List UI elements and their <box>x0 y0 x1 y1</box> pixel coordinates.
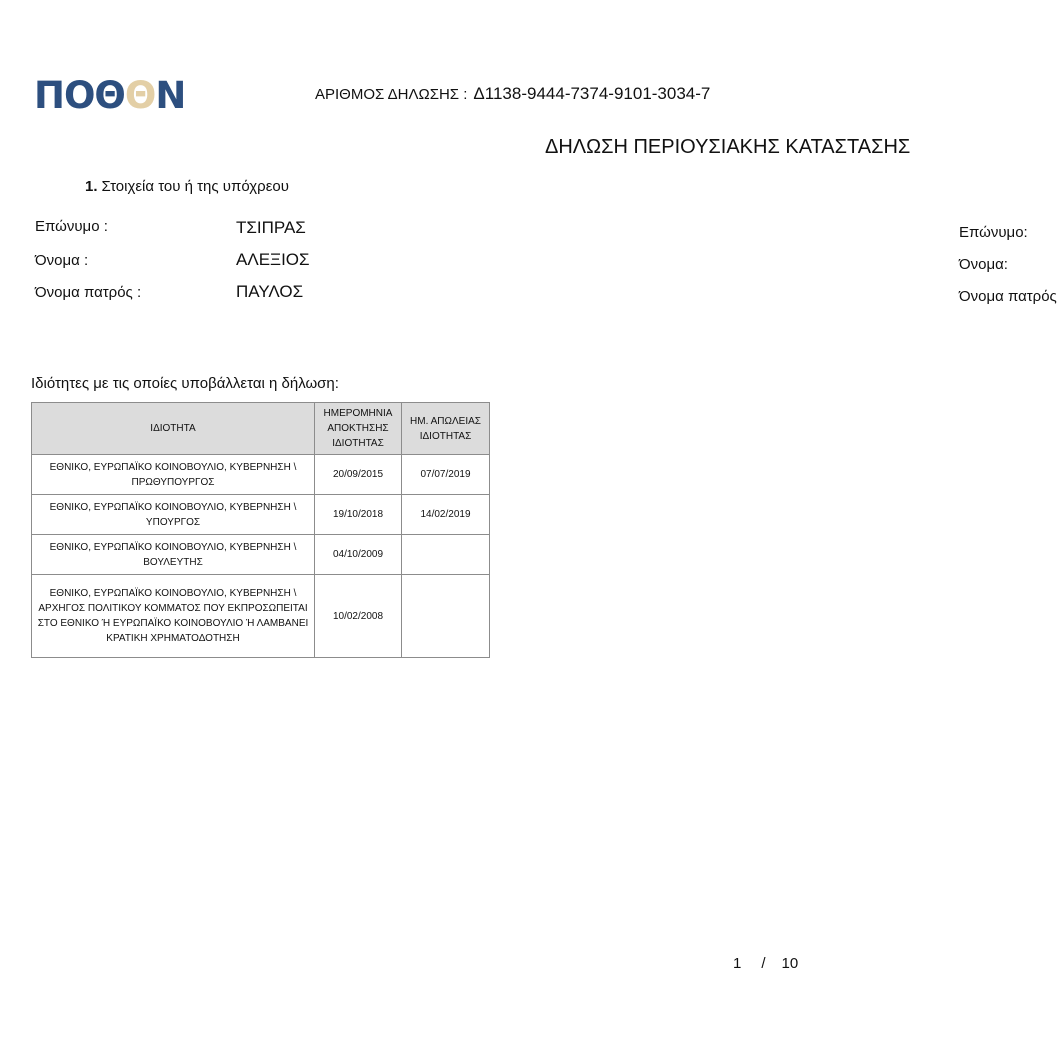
section-number: 1. <box>85 178 98 195</box>
table-row <box>32 575 490 658</box>
page-separator: / <box>761 955 766 972</box>
acquired-date-cell: 19/10/2018 <box>315 495 402 535</box>
role-cell: ΕΘΝΙΚΟ, ΕΥΡΩΠΑΪΚΟ ΚΟΙΝΟΒΟΥΛΙΟ, ΚΥΒΕΡΝΗΣΗ \ ΑΡΧΗΓΟΣ ΠΟΛΙΤΙΚΟΥ ΚΟΜΜΑΤΟΣ ΠΟΥ ΕΚΠΡΟΣΩΠΕΙΤΑΙ ΣΤΟ ΕΘΝΙΚΟ Ή ΕΥΡΩΠΑΪΚΟ ΚΟΙΝΟΒΟΥΛΙΟ Ή ΛΑΜΒΑΝΕΙ ΚΡΑΤΙΚΗ ΧΡΗΜΑΤΟΔΟΤΗΣΗ <box>32 575 315 658</box>
lost-date-cell <box>402 535 490 575</box>
father-name-label: Όνομα πατρός : <box>35 284 142 301</box>
logo-text-part1: ΠΟΘ <box>34 74 125 117</box>
document-title: ΔΗΛΩΣΗ ΠΕΡΙΟΥΣΙΑΚΗΣ ΚΑΤΑΣΤΑΣΗΣ <box>545 136 911 158</box>
header-role: ΙΔΙΟΤΗΤΑ <box>32 403 315 455</box>
page-indicator <box>733 955 798 972</box>
first-name-value: ΑΛΕΞΙΟΣ <box>236 250 310 269</box>
section-1-title <box>85 178 289 195</box>
lost-date-cell: 07/07/2019 <box>402 455 490 495</box>
table-header-row <box>32 403 490 455</box>
right-surname-label: Επώνυμο: <box>959 224 1028 241</box>
acquired-date-cell: 10/02/2008 <box>315 575 402 658</box>
right-father-name-label: Όνομα πατρός <box>959 288 1057 305</box>
role-cell: ΕΘΝΙΚΟ, ΕΥΡΩΠΑΪΚΟ ΚΟΙΝΟΒΟΥΛΙΟ, ΚΥΒΕΡΝΗΣΗ \ ΥΠΟΥΡΓΟΣ <box>32 495 315 535</box>
father-name-value: ΠΑΥΛΟΣ <box>236 282 304 301</box>
acquired-date-cell: 20/09/2015 <box>315 455 402 495</box>
total-pages: 10 <box>781 955 799 972</box>
declaration-number-label: ΑΡΙΘΜΟΣ ΔΗΛΩΣΗΣ : <box>315 86 468 103</box>
lost-date-cell: 14/02/2019 <box>402 495 490 535</box>
role-cell: ΕΘΝΙΚΟ, ΕΥΡΩΠΑΪΚΟ ΚΟΙΝΟΒΟΥΛΙΟ, ΚΥΒΕΡΝΗΣΗ \ ΠΡΩΘΥΠΟΥΡΓΟΣ <box>32 455 315 495</box>
table-row <box>32 455 490 495</box>
header-lost-date: ΗΜ. ΑΠΩΛΕΙΑΣ ΙΔΙΟΤΗΤΑΣ <box>402 403 490 455</box>
lost-date-cell <box>402 575 490 658</box>
declaration-number <box>315 84 710 104</box>
declaration-number-value: Δ1138-9444-7374-9101-3034-7 <box>473 84 711 103</box>
first-name-label: Όνομα : <box>35 252 89 269</box>
logo-text-part3: Ν <box>155 74 186 117</box>
role-cell: ΕΘΝΙΚΟ, ΕΥΡΩΠΑΪΚΟ ΚΟΙΝΟΒΟΥΛΙΟ, ΚΥΒΕΡΝΗΣΗ \ ΒΟΥΛΕΥΤΗΣ <box>32 535 315 575</box>
logo-text-part2: Θ <box>124 74 156 117</box>
surname-value: ΤΣΙΠΡΑΣ <box>236 218 306 237</box>
roles-table <box>31 402 490 658</box>
current-page: 1 <box>733 955 742 972</box>
table-row <box>32 495 490 535</box>
table-row <box>32 535 490 575</box>
right-first-name-label: Όνομα: <box>959 256 1008 273</box>
poten-logo <box>34 76 185 116</box>
roles-caption: Ιδιότητες με τις οποίες υποβάλλεται η δήλωση: <box>31 375 339 392</box>
acquired-date-cell: 04/10/2009 <box>315 535 402 575</box>
surname-label: Επώνυμο : <box>35 218 108 235</box>
header-acquired-date: ΗΜΕΡΟΜΗΝΙΑ ΑΠΟΚΤΗΣΗΣ ΙΔΙΟΤΗΤΑΣ <box>315 403 402 455</box>
section-title-text: Στοιχεία του ή της υπόχρεου <box>101 178 289 195</box>
